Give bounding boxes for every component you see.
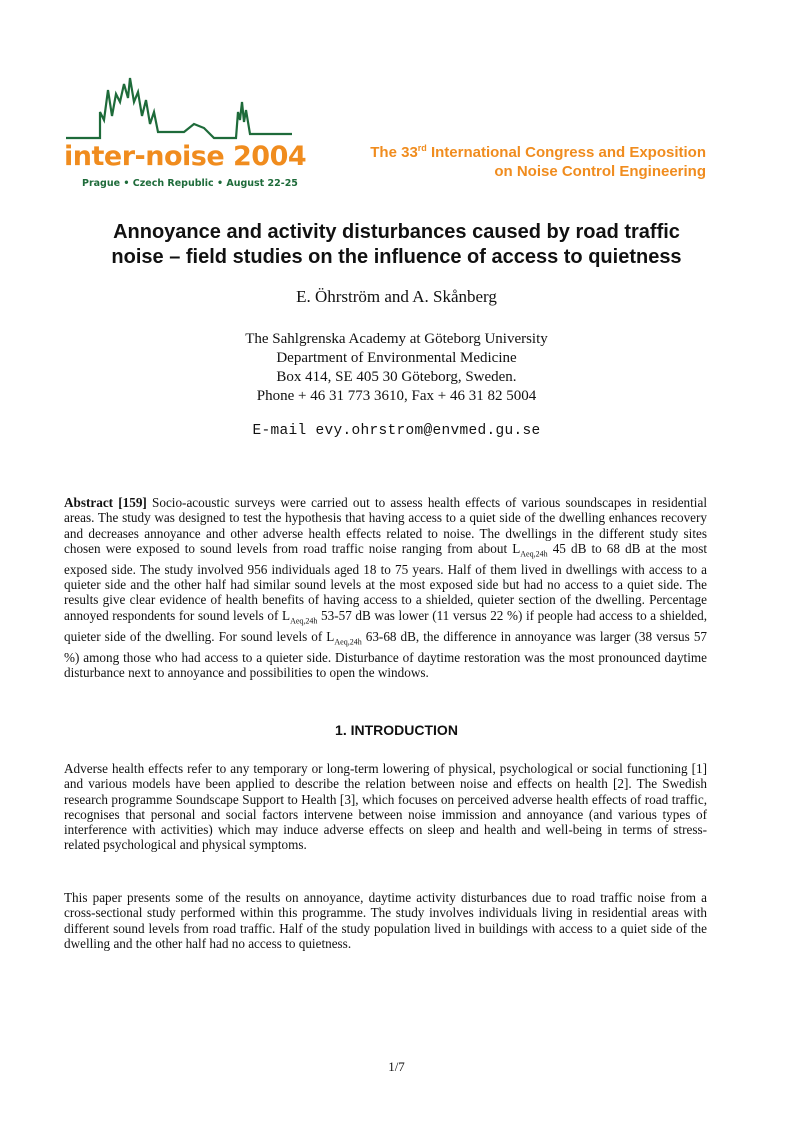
abstract: Abstract [159] Socio-acoustic surveys were carried out to assess health effects of various soundscapes in residential areas. The study was designed to test the hypothesis that having access to a quiet side of the dwelling enhances recovery and decreases annoyance and other adverse health effects related to noise. The dwellings in the different study sites chosen were exposed to sound levels from road traffic noise ranging from about $L_{Aeq,24h}$ 45 dB to 68 dB at the most exposed side. The study involved 956 individuals aged 18 to 75 years. Half of them lived in dwellings with access to a quieter side and the other half had similar sound levels at the most exposed side but had no access to a quiet side. The results give clear evidence of health benefits of having access to a shielded, quieter section of the dwelling. Percentage annoyed respondents for sound levels of $L_{Aeq,24h}$ 53-57 dB was lower (11 versus 22 %) if people had access to a shielded, quieter side of the dwelling. For sound levels of $L_{Aeq,24h}$ 63-68 dB, the difference in annoyance was larger (38 versus 57 %) among those who had access to a quieter side. Disturbance of daytime restoration was the most pronounced daytime disturbance next to annoyance and possibilities to open the windows. [64,495,708,680]
section-heading-introduction: 1. INTRODUCTION [335,722,458,738]
authors: E. Öhrström and A. Skånberg [296,287,497,306]
logo-wordmark: inter-noise 2004 [64,141,307,172]
conference-logo [64,72,307,192]
congress-line-1: The 33rd International Congress and Exposition [370,143,706,161]
logo-location: Prague • Czech Republic • August 22-25 [82,178,298,189]
prague-skyline-icon [64,72,294,142]
congress-header [370,139,706,181]
email: E-mail evy.ohrstrom@envmed.gu.se [252,423,541,439]
intro-paragraph-1: Adverse health effects refer to any temporary or long-term lowering of physical, psychological or social functioning [1] and various models have been applied to describe the relation between noise and effects on health [2]. The Swedish research programme Soundscape Support to Health [3], which focuses on perceived adverse health effects of road traffic, recognises that personal and social factors intervene between noise immission and annoyance (and various types of interference with activities) which may induce adverse effects on sleep and health and well-being in terms of stress-related psychological and physical symptoms. [64,761,707,853]
intro-paragraph-2: This paper presents some of the results on annoyance, daytime activity disturbances due to road traffic noise from a cross-sectional study performed within this programme. The study involves individuals living in residential areas with different sound levels from road traffic. Half of the study population lived in buildings with access to a quiet side of the dwelling and the other half had no access to quietness. [64,890,707,951]
affiliation: The Sahlgrenska Academy at Göteborg University Department of Environmental Medicine Box 414, SE 405 30 Göteborg, Sweden. Phone + 46 31 773 3610, Fax + 46 31 82 5004 [245,331,548,404]
congress-line-2: on Noise Control Engineering [494,163,706,180]
page-number: 1/7 [388,1059,405,1074]
paper-title: Annoyance and activity disturbances caused by road traffic noise – field studies on the influence of access to quietness [111,221,682,268]
abstract-label: Abstract [159] [64,495,147,510]
